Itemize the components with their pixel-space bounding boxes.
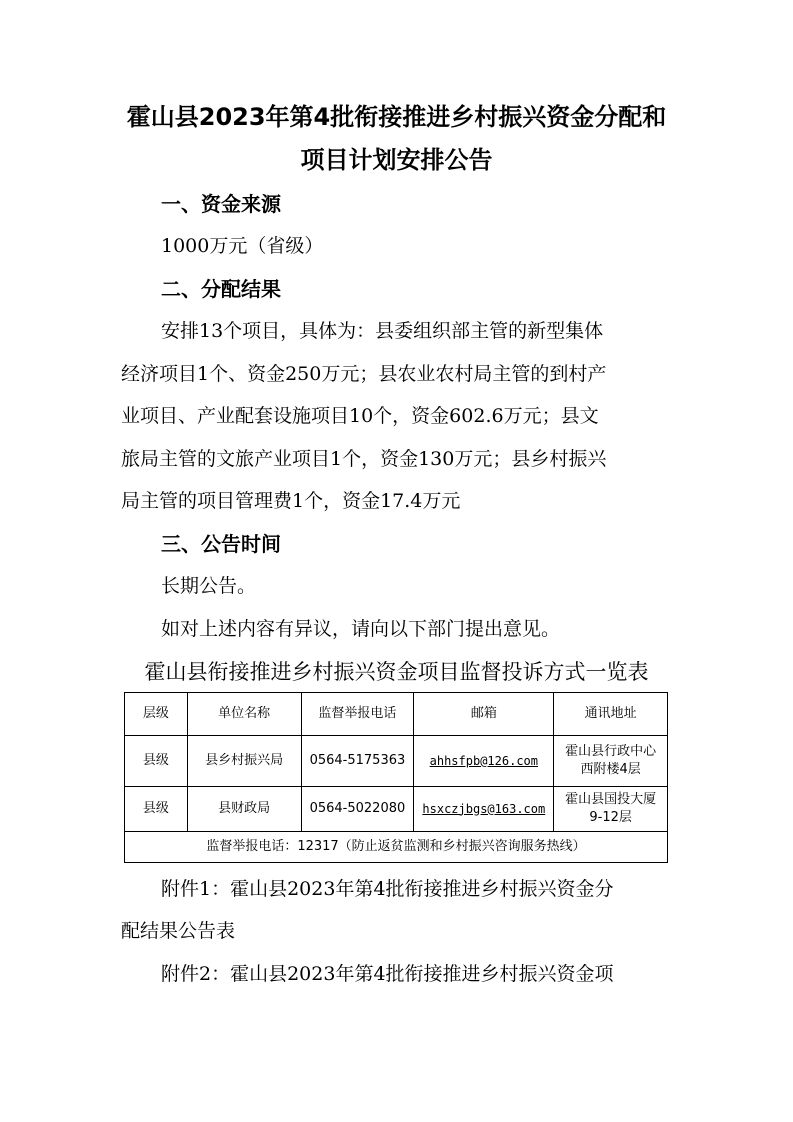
header-level: 层级 [125, 693, 188, 736]
document-title-line-2: 项目计划安排公告 [300, 146, 493, 174]
address-line-1: 霍山县国投大厦 [565, 792, 657, 807]
section-heading-source: 一、资金来源 [161, 192, 281, 216]
header-email: 邮箱 [414, 693, 554, 736]
address-line-2: 西附楼4层 [580, 762, 641, 777]
section-heading-result: 二、分配结果 [161, 277, 281, 301]
table-footer-row [125, 832, 668, 863]
address-line-2: 9-12层 [589, 810, 632, 825]
email-link[interactable]: hsxczjbgs@163.com [422, 801, 546, 816]
cell-unit: 县乡村振兴局 [187, 736, 301, 787]
time-text: 长期公告。 [161, 575, 257, 597]
result-text-line-5: 局主管的项目管理费1个，资金17.4万元 [121, 490, 461, 512]
result-text-line-4: 旅局主管的文旅产业项目1个，资金130万元；县乡村振兴 [121, 448, 607, 470]
address-line-1: 霍山县行政中心 [565, 744, 657, 759]
cell-phone: 0564-5175363 [301, 736, 414, 787]
result-text-line-2: 经济项目1个、资金250万元；县农业农村局主管的到村产 [121, 363, 607, 385]
table-row [125, 787, 668, 832]
table-row [125, 736, 668, 787]
header-address: 通讯地址 [554, 693, 668, 736]
result-text-line-1: 安排13个项目，具体为：县委组织部主管的新型集体 [161, 320, 604, 342]
header-phone: 监督举报电话 [301, 693, 414, 736]
cell-address [554, 736, 668, 787]
table-header-row [125, 693, 668, 736]
cell-address [554, 787, 668, 832]
email-link[interactable]: ahhsfpb@126.com [429, 753, 538, 768]
cell-unit: 县财政局 [187, 787, 301, 832]
cell-level: 县级 [125, 787, 188, 832]
cell-level: 县级 [125, 736, 188, 787]
attachment-1-line-2: 配结果公告表 [121, 920, 236, 942]
table-caption: 霍山县衔接推进乡村振兴资金项目监督投诉方式一览表 [144, 660, 649, 684]
cell-email [414, 787, 554, 832]
document-title-line-1: 霍山县2023年第4批衔接推进乡村振兴资金分配和 [126, 103, 667, 131]
objection-text: 如对上述内容有异议，请向以下部门提出意见。 [161, 618, 561, 640]
source-text: 1000万元（省级） [161, 235, 324, 257]
attachment-2-line-1: 附件2：霍山县2023年第4批衔接推进乡村振兴资金项 [161, 963, 614, 985]
contact-table [124, 692, 668, 863]
hotline-note: 监督举报电话：12317（防止返贫监测和乡村振兴咨询服务热线） [125, 832, 668, 863]
cell-email [414, 736, 554, 787]
header-unit: 单位名称 [187, 693, 301, 736]
cell-phone: 0564-5022080 [301, 787, 414, 832]
attachment-1-line-1: 附件1：霍山县2023年第4批衔接推进乡村振兴资金分 [161, 878, 614, 900]
section-heading-time: 三、公告时间 [161, 532, 281, 556]
result-text-line-3: 业项目、产业配套设施项目10个，资金602.6万元；县文 [121, 405, 599, 427]
